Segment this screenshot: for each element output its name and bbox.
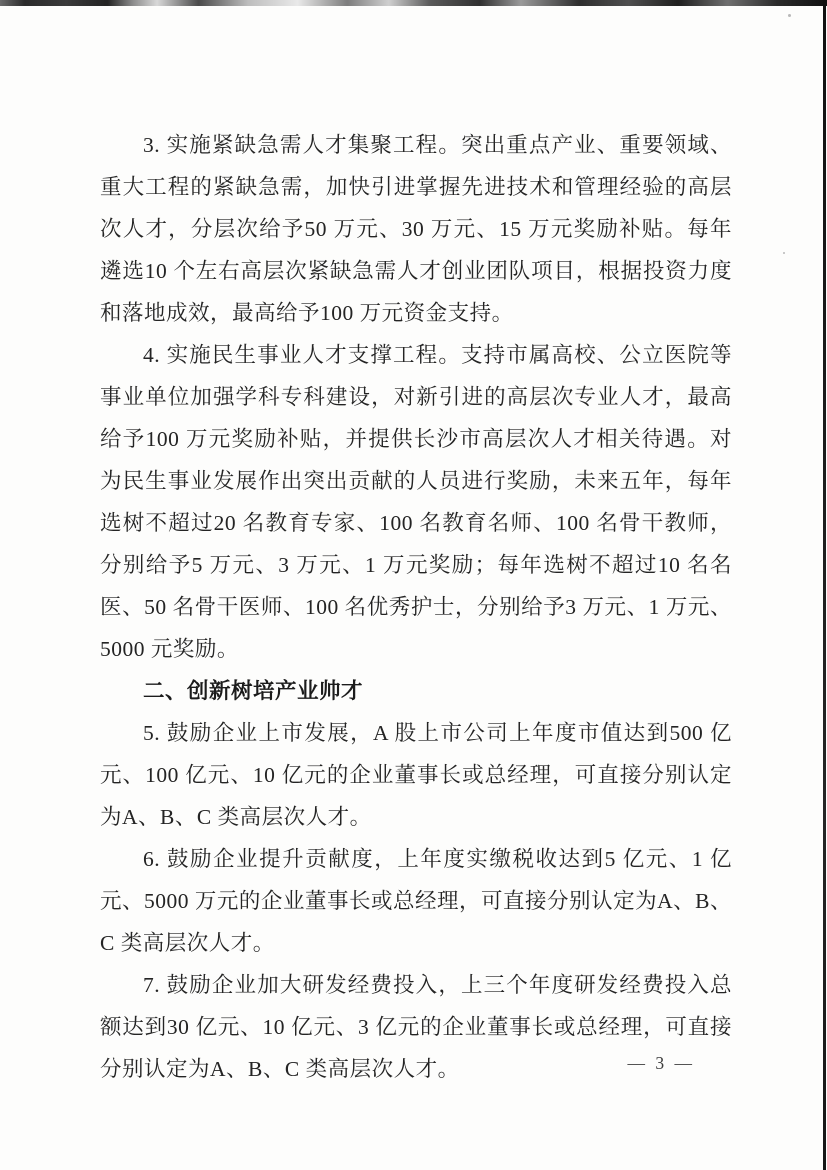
- section-heading-2: 二、创新树培产业帅才: [143, 679, 364, 703]
- paragraph-item-5: 5. 鼓励企业上市发展，A 股上市公司上年度市值达到500 亿元、100 亿元、10 亿元的企业董事长或总经理，可直接分别认定为A、B、C 类高层次人才。: [100, 721, 732, 829]
- page-number: — 3 —: [627, 1053, 695, 1073]
- scan-speck: [783, 252, 785, 254]
- scan-artifact-right-edge: [823, 0, 826, 1170]
- paragraph-item-7: 7. 鼓励企业加大研发经费投入，上三个年度研发经费投入总额达到30 亿元、10 亿元、3 亿元的企业董事长或总经理，可直接分别认定为A、B、C 类高层次人才。: [100, 973, 732, 1081]
- paragraph-item-4: 4. 实施民生事业人才支撑工程。支持市属高校、公立医院等事业单位加强学科专科建设，对新引进的高层次专业人才，最高给予100 万元奖励补贴，并提供长沙市高层次人才相关待遇。对为民生事业发展作出突出贡献的人员进行奖励，未来五年，每年选树不超过20 名教育专家、100 名教育名师、100 名骨干教师，分别给予5 万元、3 万元、1 万元奖励；每年选树不超过10 名名医、50 名骨干医师、100 名优秀护士，分别给予3 万元、1 万元、5000 元奖励。: [100, 343, 732, 661]
- scan-speck: [788, 14, 791, 17]
- document-body: [100, 124, 732, 1090]
- scan-artifact-top-edge: [0, 0, 827, 6]
- paragraph-item-3: 3. 实施紧缺急需人才集聚工程。突出重点产业、重要领域、重大工程的紧缺急需，加快引进掌握先进技术和管理经验的高层次人才，分层次给予50 万元、30 万元、15 万元奖励补贴。每年遴选10 个左右高层次紧缺急需人才创业团队项目，根据投资力度和落地成效，最高给予100 万元资金支持。: [100, 133, 732, 325]
- paragraph-item-6: 6. 鼓励企业提升贡献度，上年度实缴税收达到5 亿元、1 亿元、5000 万元的企业董事长或总经理，可直接分别认定为A、B、C 类高层次人才。: [100, 847, 732, 955]
